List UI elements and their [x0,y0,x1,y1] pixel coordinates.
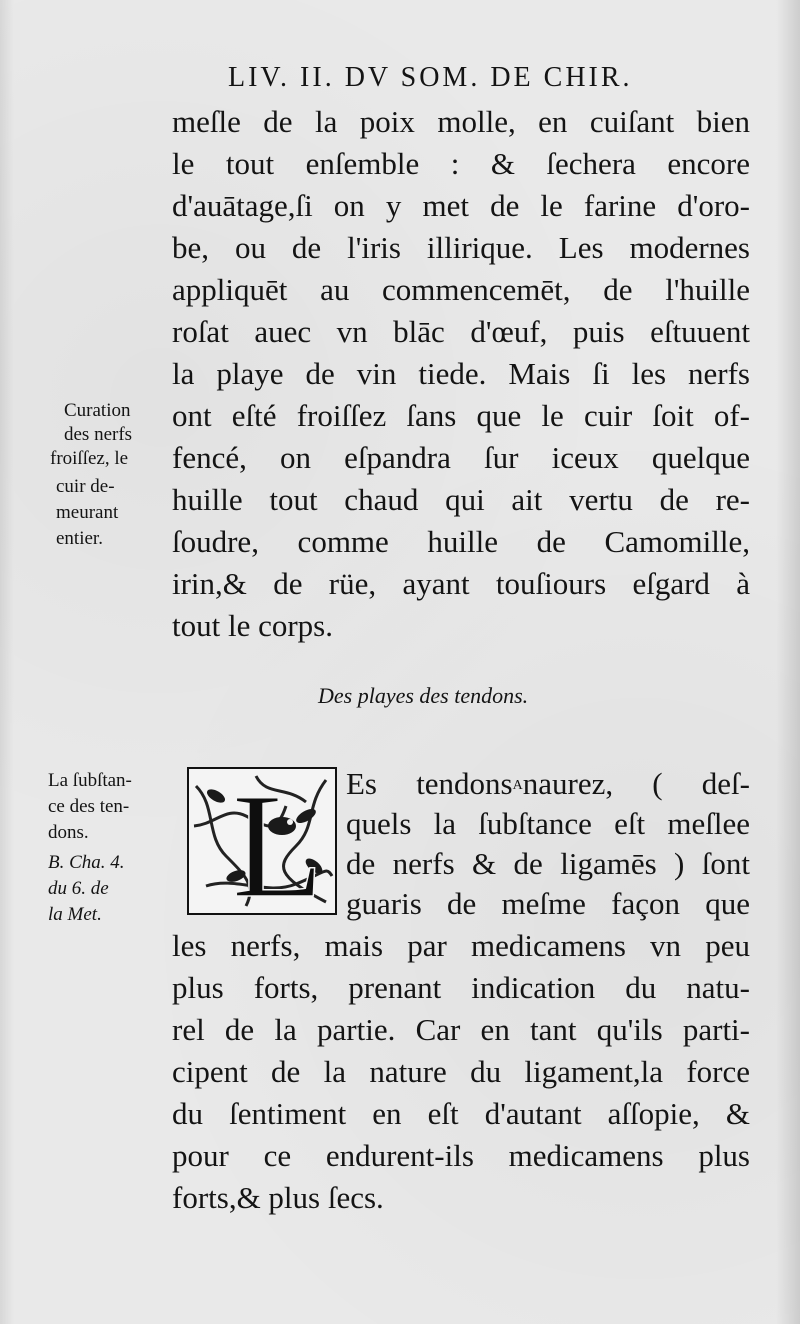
body-line: ſoudre, comme huille de Camomille, [172,524,750,559]
margin-note-line: froiſſez, le [50,448,129,469]
body-line: roſat auec vn blāc d'œuf, puis eſtuuent [172,314,750,349]
body-line: appliquēt au commencemēt, de l'huille [172,272,750,307]
margin-reference-line: du 6. de [48,878,109,899]
page-gutter-shadow [0,0,14,1324]
body-line: la playe de vin tiede. Mais ſi les nerfs [172,356,750,391]
dropcap-letter: L [232,766,324,916]
page-edge-shadow [776,0,800,1324]
body-line: quels la ſubſtance eſt meſlee [346,806,750,841]
reference-mark: A [512,778,523,793]
margin-note-line: cuir de- [56,476,115,497]
margin-note-line: Curation [64,400,131,421]
body-line: le tout enſemble : & ſechera encore [172,146,750,181]
body-line: forts,& plus ſecs. [172,1180,384,1215]
body-line: irin,& de rüe, ayant touſiours eſgard à [172,566,750,601]
text-span: Es tendons [346,766,513,801]
margin-note-line: dons. [48,822,89,843]
margin-note-line: entier. [56,528,103,549]
body-line: ont eſté froiſſez ſans que le cuir ſoit of- [172,398,750,433]
body-line: pour ce endurent-ils medicamens plus [172,1138,750,1173]
margin-note-line: ce des ten- [48,796,130,817]
body-line: cipent de la nature du ligament,la force [172,1054,750,1089]
margin-reference-line: la Met. [48,904,102,925]
body-line: be, ou de l'iris illirique. Les modernes [172,230,750,265]
body-line: meſle de la poix molle, en cuiſant bien [172,104,750,139]
text-span: naurez, ( deſ- [522,766,750,801]
body-line: plus forts, prenant indication du natu- [172,970,750,1005]
body-line [346,764,750,804]
margin-note-line: La ſubſtan- [48,770,132,791]
body-line: de nerfs & de ligamēs ) ſont [346,846,750,881]
margin-note-line: meurant [56,502,119,523]
margin-reference-line: B. Cha. 4. [48,852,125,873]
body-line: du ſentiment en eſt d'autant aſſopie, & [172,1096,750,1131]
body-line: guaris de meſme façon que [346,886,750,921]
body-line: fencé, on eſpandra ſur iceux quelque [172,440,750,475]
body-line: huille tout chaud qui ait vertu de re- [172,482,750,517]
body-line: tout le corps. [172,608,333,643]
body-line: les nerfs, mais par medicamens vn peu [172,928,750,963]
running-header: LIV. II. DV SOM. DE CHIR. [228,62,633,93]
margin-note-line: des nerfs [64,424,133,445]
body-line: d'auātage,ſi on y met de le farine d'oro- [172,188,750,223]
section-heading: Des playes des tendons. [318,683,529,708]
body-line: rel de la partie. Car en tant qu'ils parti- [172,1012,750,1047]
decorated-initial-L [186,766,338,916]
